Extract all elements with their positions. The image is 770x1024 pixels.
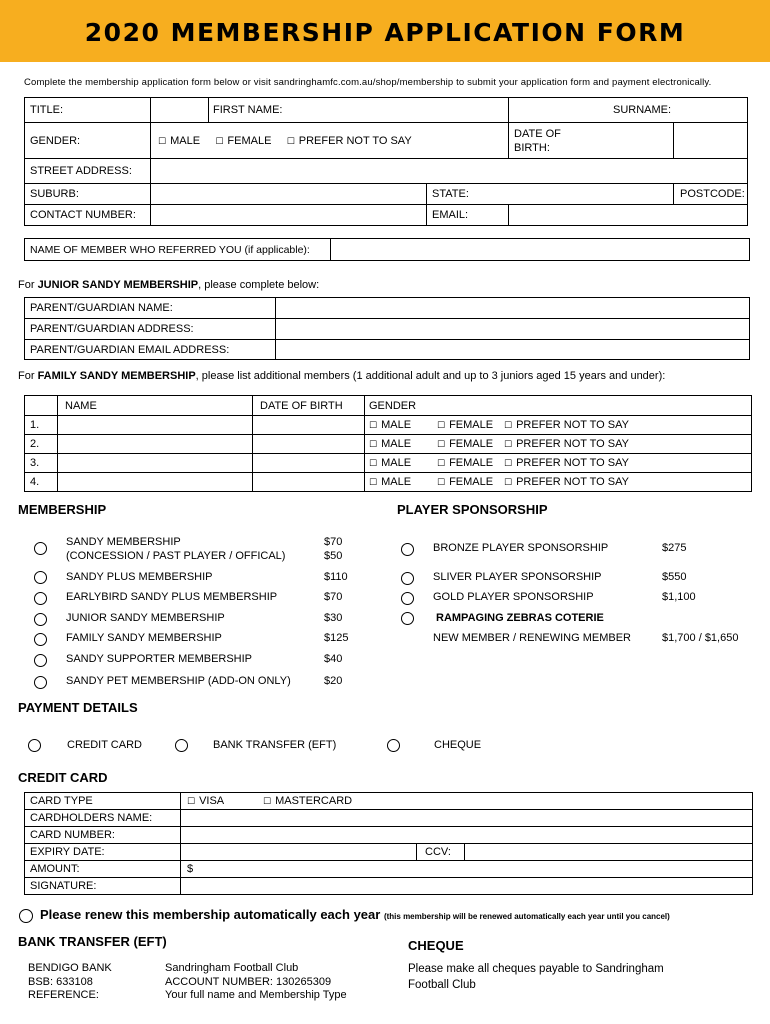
sponsorship-item-radio[interactable] bbox=[401, 592, 414, 605]
coterie-radio[interactable] bbox=[401, 612, 414, 625]
membership-item-price: $30 bbox=[324, 612, 343, 624]
family-prefer-not-checkbox[interactable]: ☐ PREFER NOT TO SAY bbox=[504, 419, 629, 431]
title-label: TITLE: bbox=[25, 98, 151, 123]
referred-label: NAME OF MEMBER WHO REFERRED YOU (if applicable): bbox=[25, 239, 331, 261]
family-male-checkbox[interactable]: ☐ MALE bbox=[369, 457, 437, 469]
signature-field[interactable] bbox=[181, 878, 753, 895]
email-field[interactable] bbox=[509, 205, 748, 226]
membership-item-radio[interactable] bbox=[34, 676, 47, 689]
cheque-heading: CHEQUE bbox=[408, 938, 464, 953]
email-label: EMAIL: bbox=[427, 205, 509, 226]
parent-name-label: PARENT/GUARDIAN NAME: bbox=[25, 298, 276, 319]
amount-field[interactable] bbox=[181, 861, 753, 878]
gender-label: GENDER: bbox=[25, 123, 151, 159]
family-dob-field[interactable] bbox=[253, 473, 365, 492]
family-header-dob: DATE OF BIRTH bbox=[253, 396, 365, 416]
state-label[interactable]: STATE: bbox=[427, 184, 674, 205]
title-field[interactable] bbox=[151, 98, 209, 123]
membership-concession-radio[interactable] bbox=[34, 542, 47, 555]
payment-bank-transfer-label: BANK TRANSFER (EFT) bbox=[213, 739, 337, 751]
auto-renew-label: Please renew this membership automatically each year (this membership will be renewed automatically each year until you cancel) bbox=[40, 907, 670, 922]
membership-item-price: $110 bbox=[324, 571, 348, 583]
suburb-label: SUBURB: bbox=[25, 184, 151, 205]
membership-item-label: FAMILY SANDY MEMBERSHIP bbox=[66, 632, 222, 644]
family-header-name: NAME bbox=[58, 396, 253, 416]
parent-address-field[interactable] bbox=[276, 319, 750, 340]
payment-cheque-label: CHEQUE bbox=[434, 739, 482, 751]
membership-item-radio[interactable] bbox=[34, 654, 47, 667]
parent-address-label: PARENT/GUARDIAN ADDRESS: bbox=[25, 319, 276, 340]
auto-renew-radio[interactable] bbox=[19, 909, 33, 923]
family-dob-field[interactable] bbox=[253, 454, 365, 473]
contact-number-label: CONTACT NUMBER: bbox=[25, 205, 151, 226]
expiry-date-label: EXPIRY DATE: bbox=[25, 844, 181, 861]
family-name-field[interactable] bbox=[58, 473, 253, 492]
family-gender-options bbox=[365, 473, 752, 492]
personal-details-table bbox=[24, 97, 748, 226]
family-row-number: 1. bbox=[25, 416, 58, 435]
family-table bbox=[24, 395, 752, 492]
dollar-sign: $ bbox=[187, 863, 194, 875]
sponsorship-item-price: $275 bbox=[662, 542, 687, 554]
parent-email-label: PARENT/GUARDIAN EMAIL ADDRESS: bbox=[25, 340, 276, 360]
junior-table bbox=[24, 297, 750, 360]
family-row-number: 4. bbox=[25, 473, 58, 492]
membership-concession-price: $70 $50 bbox=[324, 536, 343, 562]
gender-options bbox=[151, 123, 509, 159]
auto-renew-note: (this membership will be renewed automatically each year until you cancel) bbox=[383, 912, 670, 921]
family-gender-options bbox=[365, 416, 752, 435]
family-female-checkbox[interactable]: ☐ FEMALE bbox=[437, 457, 504, 469]
family-male-checkbox[interactable]: ☐ MALE bbox=[369, 438, 437, 450]
street-address-label: STREET ADDRESS: bbox=[25, 159, 151, 184]
sponsorship-item-radio[interactable] bbox=[401, 543, 414, 556]
membership-item-label: SANDY SUPPORTER MEMBERSHIP bbox=[66, 653, 253, 665]
sponsorship-item-label: GOLD PLAYER SPONSORSHIP bbox=[433, 591, 594, 603]
mastercard-checkbox[interactable]: ☐ MASTERCARD bbox=[263, 795, 352, 807]
family-male-checkbox[interactable]: ☐ MALE bbox=[369, 476, 437, 488]
payment-heading: PAYMENT DETAILS bbox=[18, 700, 138, 715]
parent-email-field[interactable] bbox=[276, 340, 750, 360]
ccv-field[interactable] bbox=[465, 844, 753, 861]
family-female-checkbox[interactable]: ☐ FEMALE bbox=[437, 476, 504, 488]
family-gender-options bbox=[365, 454, 752, 473]
family-dob-field[interactable] bbox=[253, 435, 365, 454]
family-row-number: 2. bbox=[25, 435, 58, 454]
card-number-field[interactable] bbox=[181, 827, 753, 844]
card-type-label: CARD TYPE bbox=[25, 793, 181, 810]
membership-item-label: JUNIOR SANDY MEMBERSHIP bbox=[66, 612, 225, 624]
membership-item-label: SANDY PET MEMBERSHIP (ADD-ON ONLY) bbox=[66, 675, 291, 687]
sponsorship-heading: PLAYER SPONSORSHIP bbox=[397, 502, 548, 517]
sponsorship-item-price: $1,100 bbox=[662, 591, 696, 603]
membership-item-radio[interactable] bbox=[34, 571, 47, 584]
payment-cheque-radio[interactable] bbox=[387, 739, 400, 752]
payment-bank-transfer-radio[interactable] bbox=[175, 739, 188, 752]
cheque-instructions: Please make all cheques payable to Sandringham Football Club bbox=[408, 963, 664, 991]
sponsorship-item-radio[interactable] bbox=[401, 572, 414, 585]
bank-details-labels: BENDIGO BANK BSB: 633108 REFERENCE: bbox=[28, 962, 112, 1001]
membership-heading: MEMBERSHIP bbox=[18, 502, 107, 517]
membership-item-price: $125 bbox=[324, 632, 349, 644]
family-header-gender: GENDER bbox=[365, 396, 752, 416]
ccv-label: CCV: bbox=[417, 844, 465, 861]
parent-name-field[interactable] bbox=[276, 298, 750, 319]
membership-item-radio[interactable] bbox=[34, 613, 47, 626]
junior-intro: For JUNIOR SANDY MEMBERSHIP, please complete below: bbox=[18, 279, 320, 291]
family-name-field[interactable] bbox=[58, 454, 253, 473]
card-type-options bbox=[181, 793, 753, 810]
family-name-field[interactable] bbox=[58, 416, 253, 435]
sponsorship-item-label: SLIVER PLAYER SPONSORSHIP bbox=[433, 571, 602, 583]
credit-card-heading: CREDIT CARD bbox=[18, 770, 108, 785]
sponsorship-item-label: BRONZE PLAYER SPONSORSHIP bbox=[433, 542, 609, 554]
card-number-label: CARD NUMBER: bbox=[25, 827, 181, 844]
family-prefer-not-checkbox[interactable]: ☐ PREFER NOT TO SAY bbox=[504, 457, 629, 469]
referred-table bbox=[24, 238, 750, 261]
coterie-item-price: $1,700 / $1,650 bbox=[662, 632, 739, 644]
sponsorship-item-price: $550 bbox=[662, 571, 687, 583]
coterie-item-label: NEW MEMBER / RENEWING MEMBER bbox=[433, 632, 632, 644]
referred-field[interactable] bbox=[331, 239, 750, 261]
expiry-date-field[interactable] bbox=[181, 844, 417, 861]
first-name-label[interactable]: FIRST NAME: bbox=[209, 98, 509, 123]
cardholder-name-label: CARDHOLDERS NAME: bbox=[25, 810, 181, 827]
suburb-field[interactable] bbox=[151, 184, 427, 205]
membership-item-price: $70 bbox=[324, 591, 343, 603]
family-prefer-not-checkbox[interactable]: ☐ PREFER NOT TO SAY bbox=[504, 476, 629, 488]
family-female-checkbox[interactable]: ☐ FEMALE bbox=[437, 419, 504, 431]
contact-number-field[interactable] bbox=[151, 205, 427, 226]
coterie-heading: RAMPAGING ZEBRAS COTERIE bbox=[436, 612, 604, 624]
membership-item-radio[interactable] bbox=[34, 633, 47, 646]
family-row-number: 3. bbox=[25, 454, 58, 473]
membership-item-price: $20 bbox=[324, 675, 343, 687]
gender-male-checkbox[interactable]: ☐ MALE bbox=[158, 135, 200, 147]
family-gender-options bbox=[365, 435, 752, 454]
bank-details-values: Sandringham Football Club ACCOUNT NUMBER: 130265309 Your full name and Membership Type bbox=[165, 962, 347, 1001]
postcode-label[interactable]: POSTCODE: bbox=[674, 184, 748, 205]
gender-prefer-not-checkbox[interactable]: ☐ PREFER NOT TO SAY bbox=[287, 135, 412, 147]
credit-card-table bbox=[24, 792, 753, 895]
visa-checkbox[interactable]: ☐ VISA bbox=[187, 795, 263, 807]
family-header-blank bbox=[25, 396, 58, 416]
payment-credit-card-radio[interactable] bbox=[28, 739, 41, 752]
family-dob-field[interactable] bbox=[253, 416, 365, 435]
family-male-checkbox[interactable]: ☐ MALE bbox=[369, 419, 437, 431]
signature-label: SIGNATURE: bbox=[25, 878, 181, 895]
surname-label[interactable]: SURNAME: bbox=[509, 98, 748, 123]
cardholder-name-field[interactable] bbox=[181, 810, 753, 827]
family-name-field[interactable] bbox=[58, 435, 253, 454]
membership-item-label: SANDY PLUS MEMBERSHIP bbox=[66, 571, 213, 583]
membership-item-label: EARLYBIRD SANDY PLUS MEMBERSHIP bbox=[66, 591, 278, 603]
family-prefer-not-checkbox[interactable]: ☐ PREFER NOT TO SAY bbox=[504, 438, 629, 450]
membership-concession-label: SANDY MEMBERSHIP (CONCESSION / PAST PLAYER / OFFICAL) bbox=[66, 536, 286, 562]
street-address-field[interactable] bbox=[151, 159, 748, 184]
form-title: 2020 MEMBERSHIP APPLICATION FORM bbox=[84, 18, 686, 47]
family-female-checkbox[interactable]: ☐ FEMALE bbox=[437, 438, 504, 450]
family-intro: For FAMILY SANDY MEMBERSHIP, please list additional members (1 additional adult and up to 3 juniors aged 15 years and under): bbox=[18, 370, 666, 382]
intro-text: Complete the membership application form below or visit sandringhamfc.com.au/shop/membership to submit your application form and payment electronically. bbox=[24, 77, 712, 88]
membership-item-price: $40 bbox=[324, 653, 343, 665]
amount-label: AMOUNT: bbox=[25, 861, 181, 878]
gender-female-checkbox[interactable]: ☐ FEMALE bbox=[215, 135, 271, 147]
dob-field[interactable] bbox=[674, 123, 748, 159]
bank-transfer-heading: BANK TRANSFER (EFT) bbox=[18, 934, 167, 949]
membership-item-radio[interactable] bbox=[34, 592, 47, 605]
dob-label: DATE OF BIRTH: bbox=[509, 123, 674, 159]
payment-credit-card-label: CREDIT CARD bbox=[67, 739, 142, 751]
